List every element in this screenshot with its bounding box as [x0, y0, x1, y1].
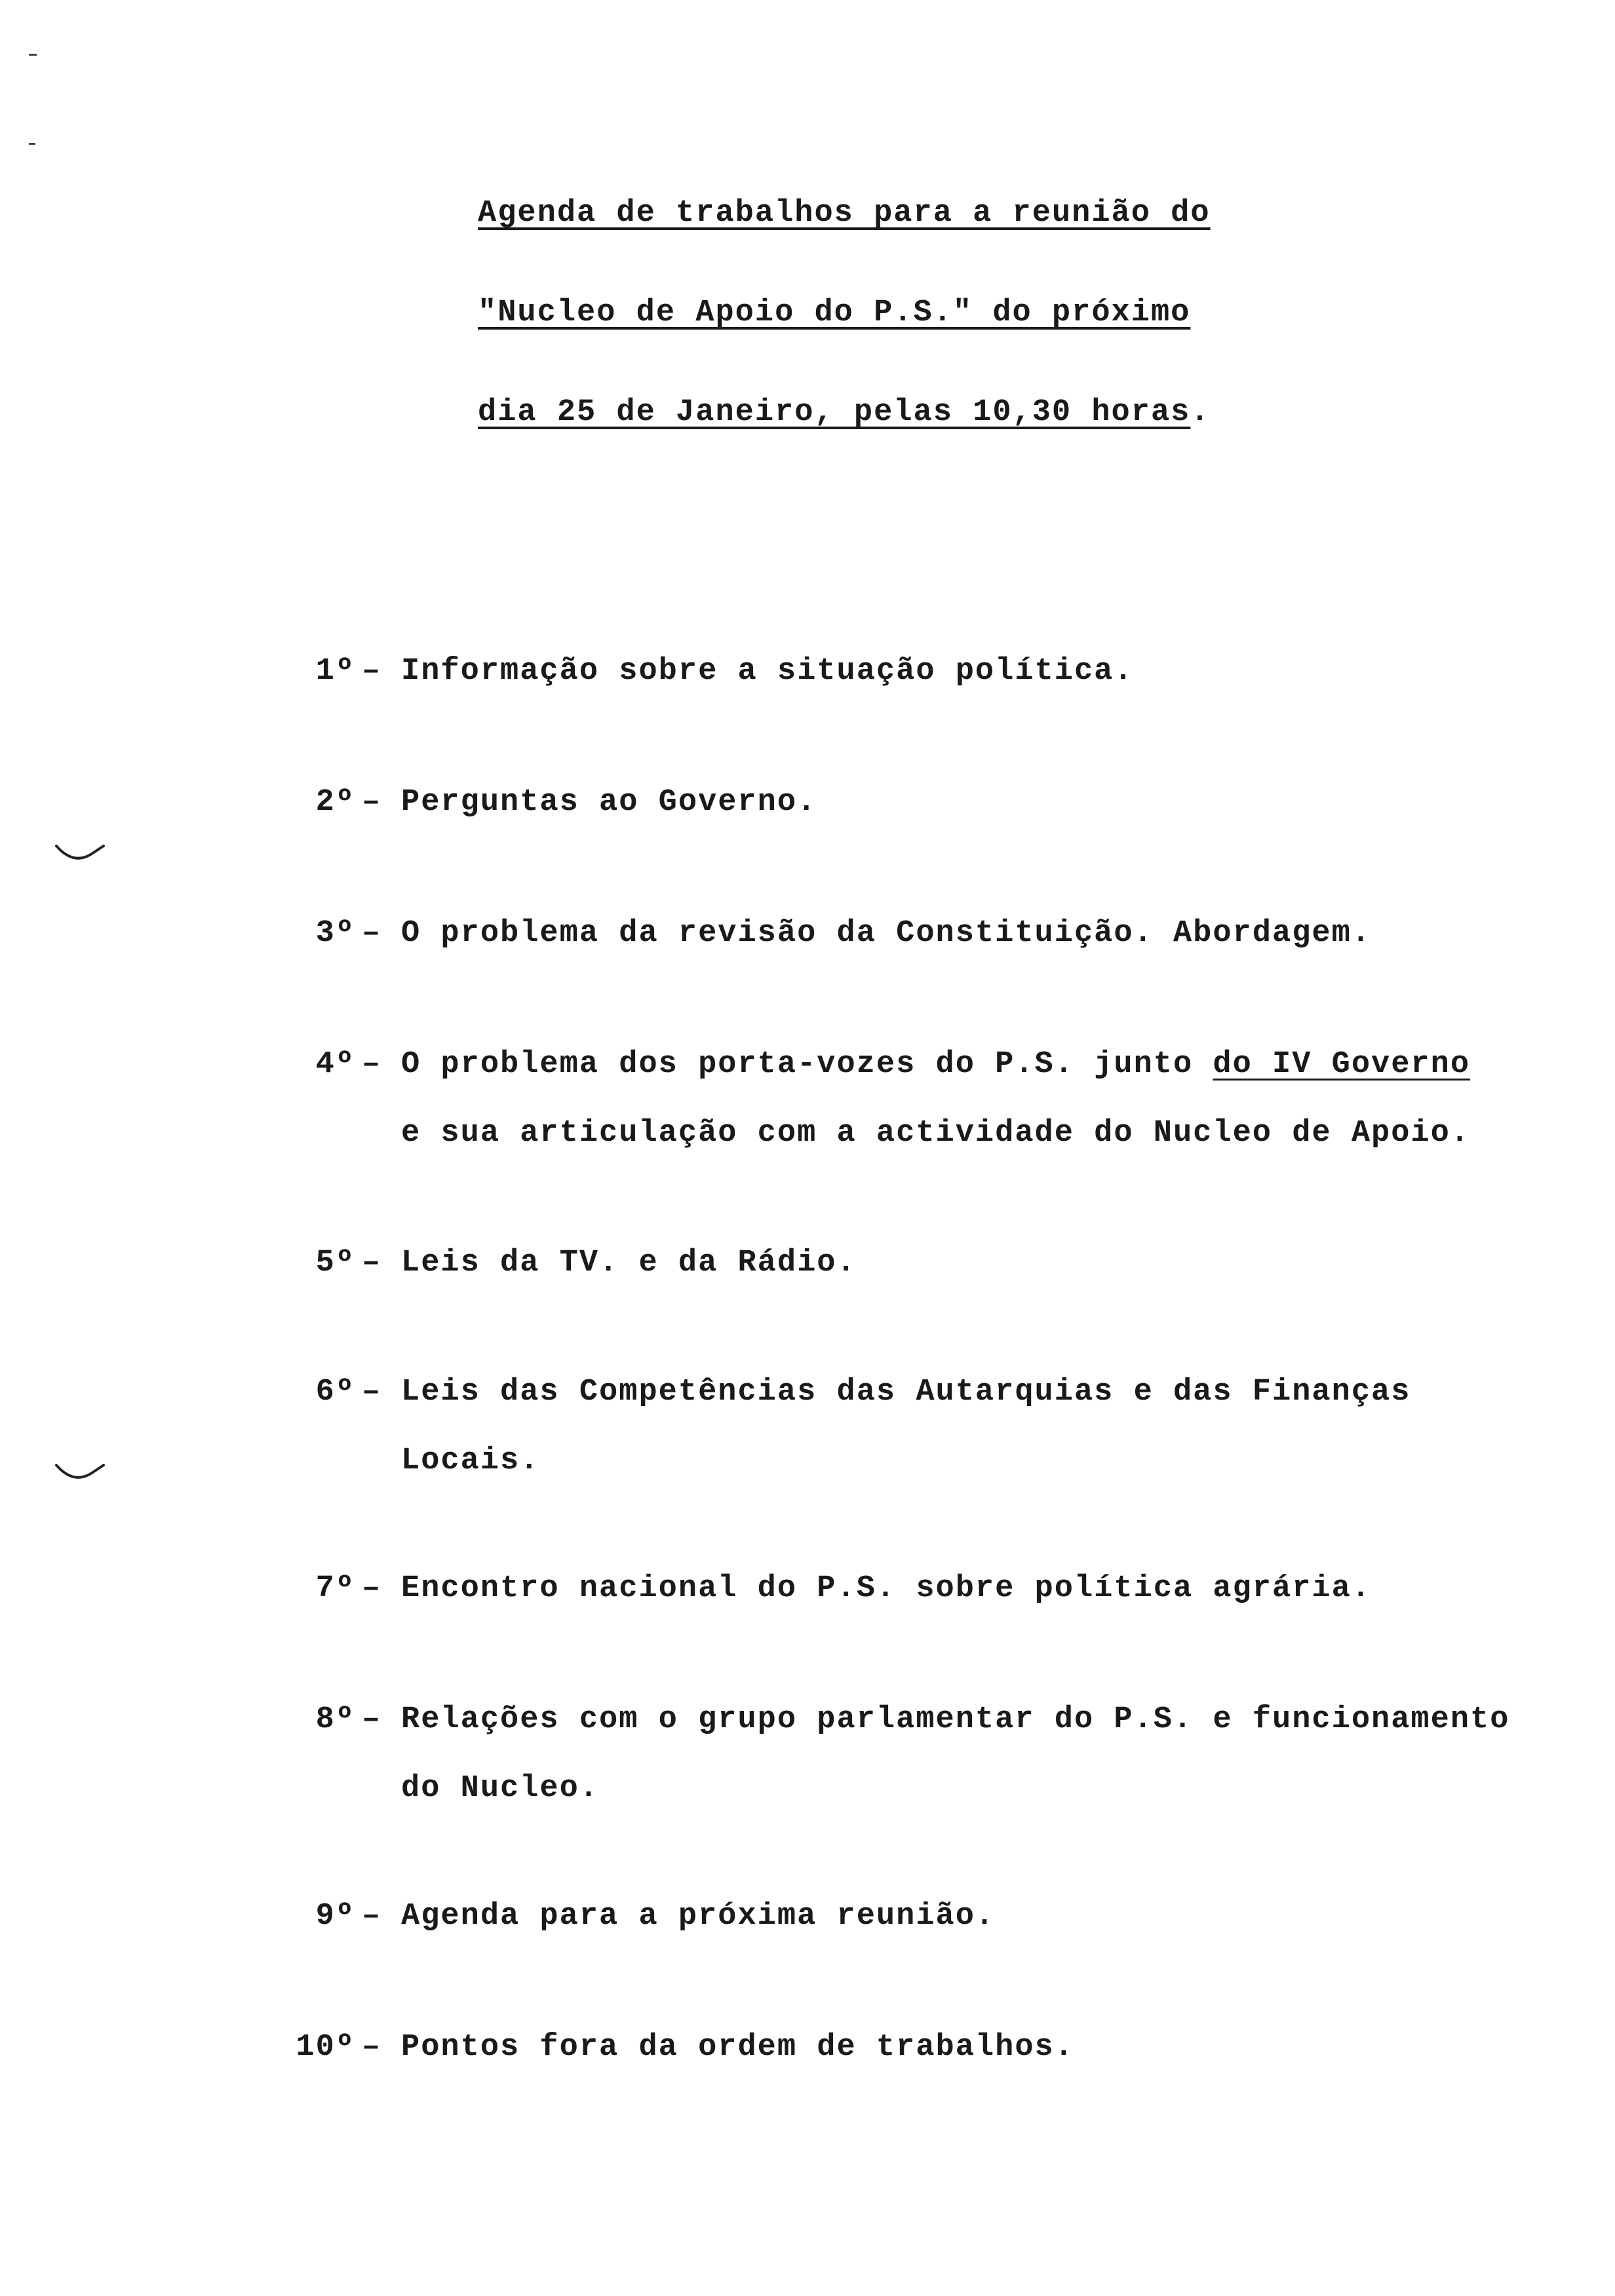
- item-text-underlined: do IV Governo: [1213, 1047, 1471, 1082]
- item-dash: –: [362, 1702, 382, 1737]
- title-line-1: Agenda de trabalhos para a reunião do: [478, 196, 1211, 231]
- item-number: 7º: [315, 1571, 355, 1606]
- item-dash: –: [362, 654, 382, 689]
- title-line-2: "Nucleo de Apoio do P.S." do próximo: [478, 296, 1191, 330]
- item-text: Pontos fora da ordem de trabalhos.: [401, 2030, 1074, 2065]
- item-text-part: O problema dos porta-vozes do P.S. junto: [401, 1047, 1213, 1082]
- agenda-item-4-continuation: e sua articulação com a actividade do Nucleo de Apoio.: [401, 1116, 1471, 1151]
- margin-mark-top: [29, 54, 37, 56]
- item-text: Leis da TV. e da Rádio.: [401, 1246, 857, 1280]
- title-line-3: [478, 393, 1211, 432]
- item-number: 8º: [315, 1702, 355, 1737]
- item-number: 5º: [315, 1246, 355, 1280]
- agenda-item-4: [270, 1045, 1548, 1084]
- item-dash: –: [362, 785, 382, 820]
- margin-mark-second: [29, 143, 35, 145]
- check-tick-icon: [54, 1461, 106, 1487]
- title-line-3-period: .: [1190, 395, 1211, 430]
- check-tick-icon: [54, 842, 106, 868]
- item-text: Encontro nacional do P.S. sobre política agrária.: [401, 1571, 1372, 1606]
- agenda-item-6-continuation: Locais.: [401, 1444, 540, 1478]
- item-dash: –: [362, 1246, 382, 1280]
- item-dash: –: [362, 2030, 382, 2065]
- agenda-item-1: [270, 652, 1515, 691]
- item-dash: –: [362, 1047, 382, 1082]
- item-number: 6º: [315, 1375, 355, 1409]
- item-text: Informação sobre a situação política.: [401, 654, 1134, 689]
- item-text: Relações com o grupo parlamentar do P.S. e funcionamento: [401, 1702, 1510, 1737]
- item-number: 3º: [315, 916, 355, 951]
- title-line-3-text: dia 25 de Janeiro, pelas 10,30 horas: [478, 395, 1191, 430]
- item-number: 4º: [315, 1047, 355, 1082]
- item-text: Agenda para a próxima reunião.: [401, 1899, 996, 1934]
- item-number: 9º: [315, 1899, 355, 1934]
- agenda-item-8: [270, 1700, 1581, 1740]
- agenda-item-6: [270, 1373, 1548, 1412]
- agenda-item-8-continuation: do Nucleo.: [401, 1771, 600, 1806]
- item-number: 2º: [315, 785, 355, 820]
- agenda-item-2: [270, 783, 1515, 822]
- agenda-item-7: [270, 1569, 1515, 1609]
- agenda-item-3: [270, 914, 1515, 953]
- item-dash: –: [362, 1375, 382, 1409]
- item-text: O problema da revisão da Constituição. Abordagem.: [401, 916, 1372, 951]
- agenda-item-5: [270, 1244, 1515, 1283]
- item-number: 10º: [296, 2030, 355, 2065]
- item-dash: –: [362, 1571, 382, 1606]
- agenda-item-10: [270, 2028, 1515, 2067]
- item-text: Perguntas ao Governo.: [401, 785, 817, 820]
- item-text: [401, 1045, 1470, 1084]
- agenda-item-9: [270, 1897, 1515, 1936]
- item-dash: –: [362, 916, 382, 951]
- item-number: 1º: [315, 654, 355, 689]
- item-text: Leis das Competências das Autarquias e das Finanças: [401, 1375, 1411, 1409]
- item-dash: –: [362, 1899, 382, 1934]
